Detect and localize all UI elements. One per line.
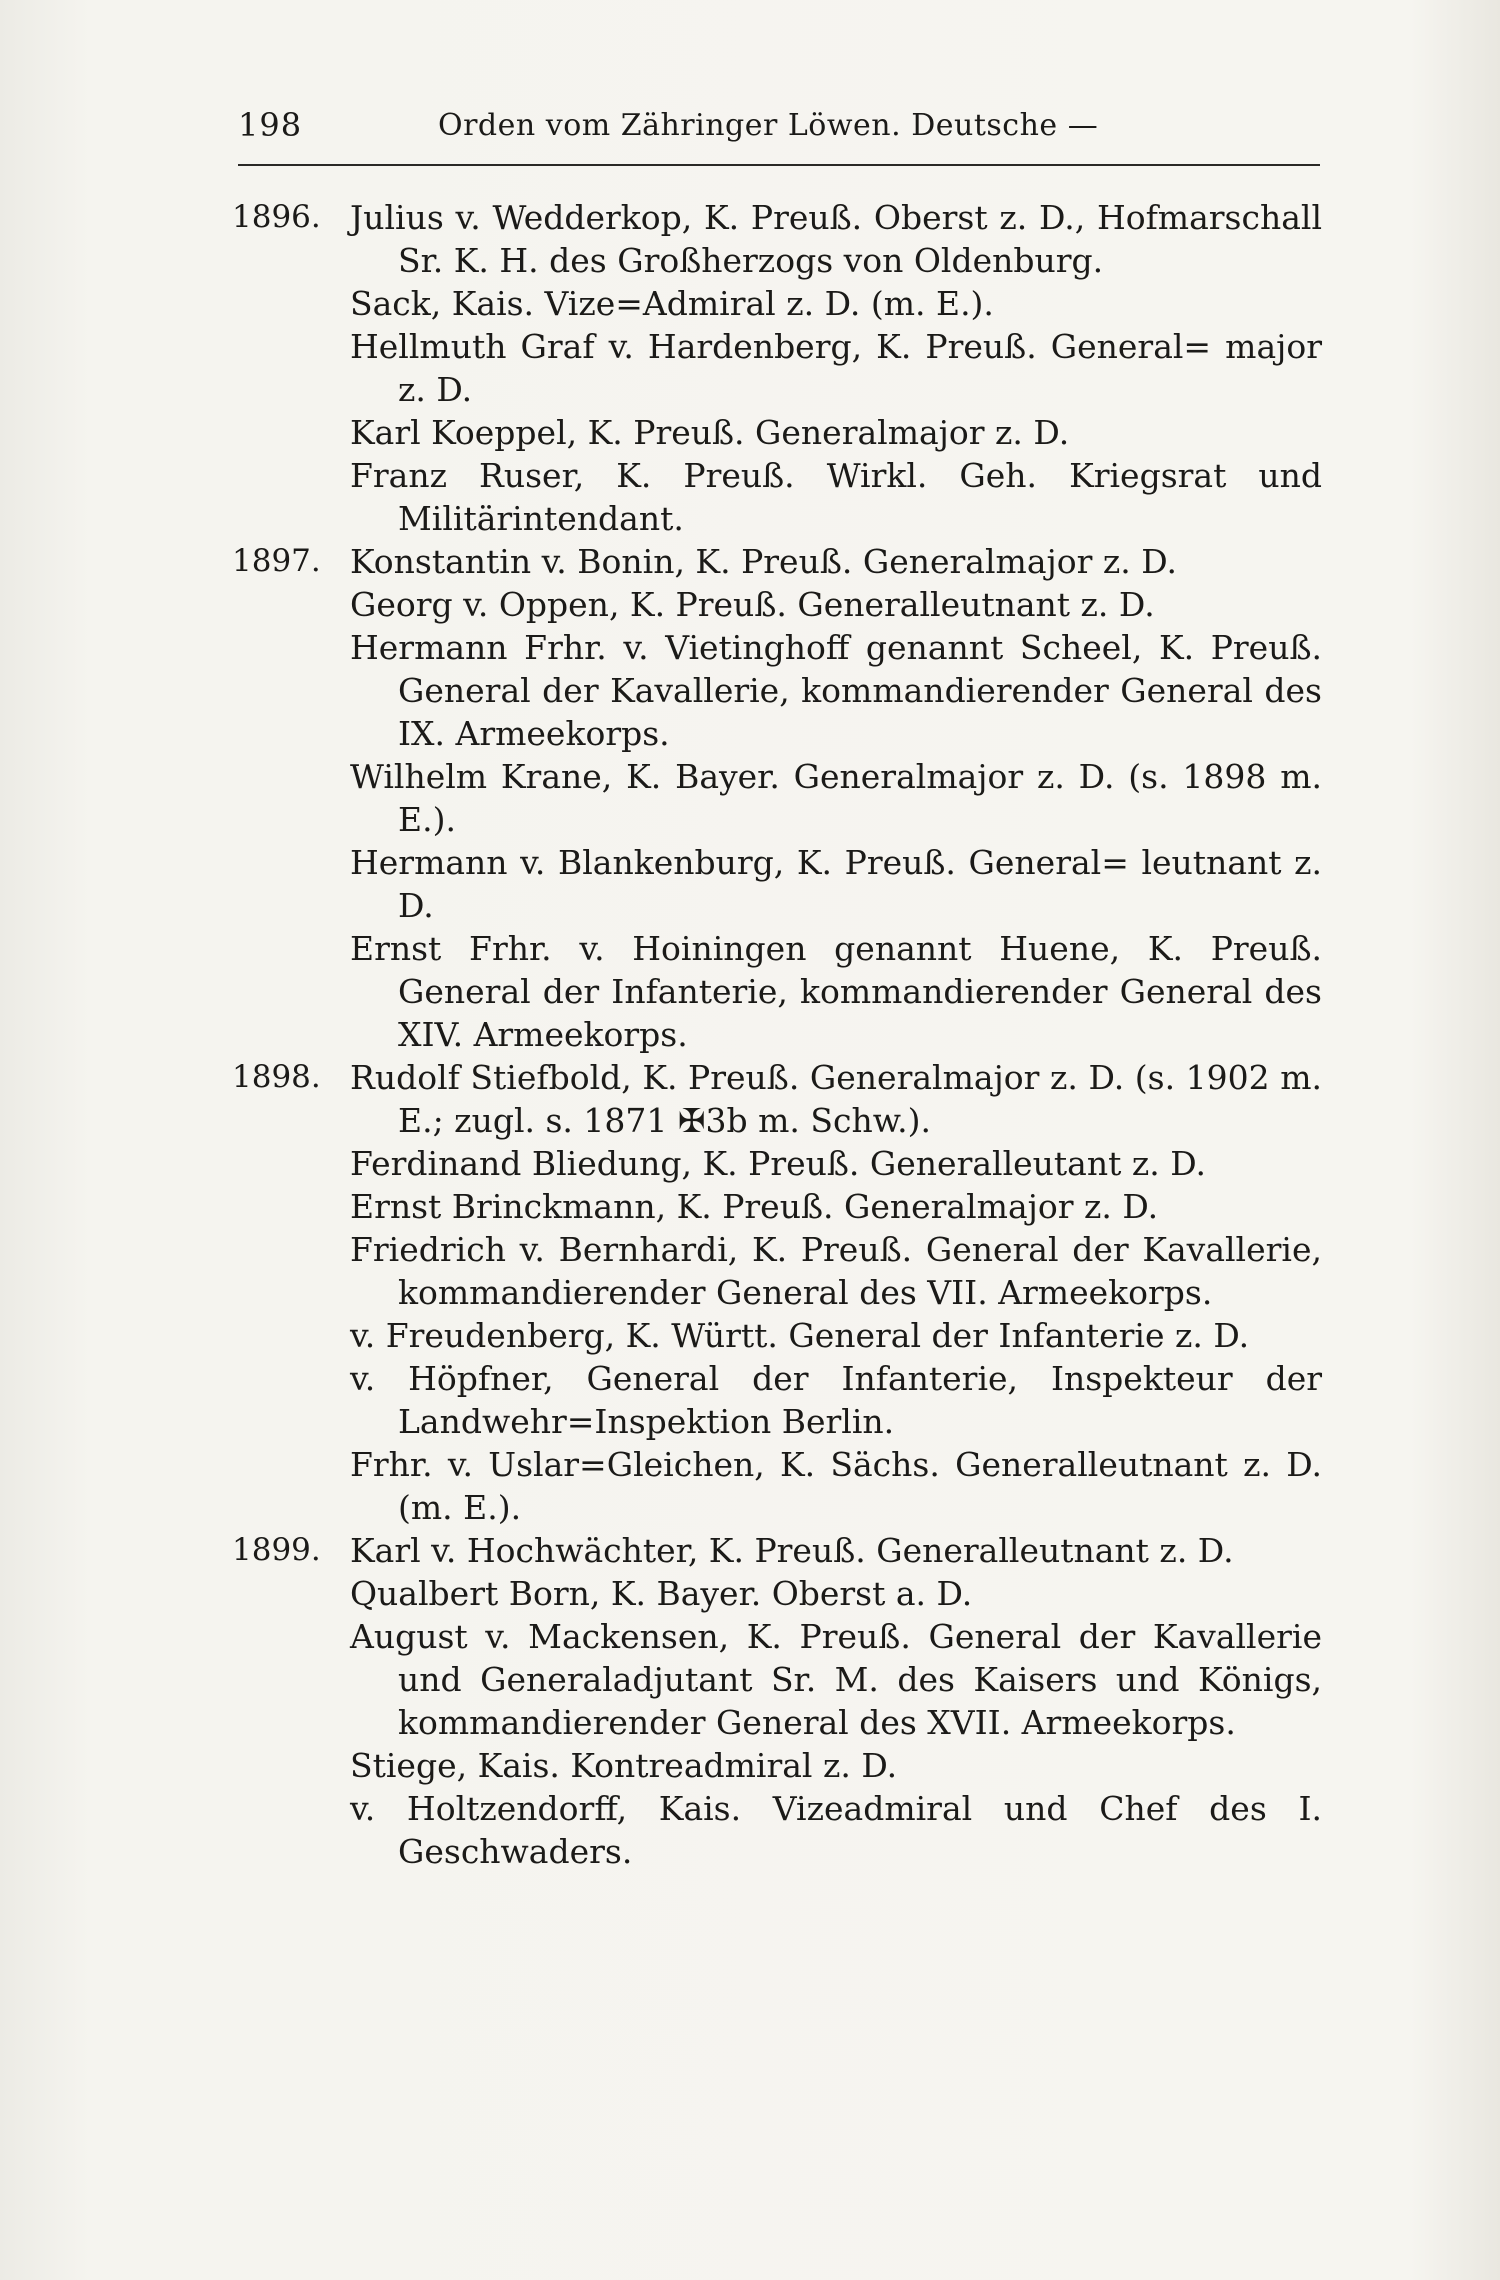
list-item: Ernst Brinckmann, K. Preuß. Generalmajor z. D. [350,1187,1159,1226]
list-item: Ernst Frhr. v. Hoiningen genannt Huene, K. Preuß. General der Infanterie, kommandierender General des XIV. Armeekorps. [350,929,1322,1054]
year-group-1896 [232,196,1322,540]
list-item: Hermann Frhr. v. Vietinghoff genannt Scheel, K. Preuß. General der Kavallerie, kommandierender General des IX. Armeekorps. [350,628,1322,753]
list-item: Rudolf Stiefbold, K. Preuß. Generalmajor z. D. (s. 1902 m. E.; zugl. s. 1871 ✠3b m. Schw.). [350,1058,1322,1140]
running-title: Orden vom Zähringer Löwen. Deutsche — [438,108,1099,143]
list-item: Friedrich v. Bernhardi, K. Preuß. General der Kavallerie, kommandierender General des VII. Armeekorps. [350,1230,1322,1312]
list-item: Hermann v. Blankenburg, K. Preuß. General= leutnant z. D. [350,843,1322,925]
list-item: Stiege, Kais. Kontreadmiral z. D. [350,1746,898,1785]
list-item: Julius v. Wedderkop, K. Preuß. Oberst z. D., Hofmarschall Sr. K. H. des Großherzogs von Oldenburg. [350,198,1322,280]
list-item: Wilhelm Krane, K. Bayer. Generalmajor z. D. (s. 1898 m. E.). [350,757,1322,839]
list-item: Franz Ruser, K. Preuß. Wirkl. Geh. Kriegsrat und Militärintendant. [350,456,1322,538]
list-item: v. Holtzendorff, Kais. Vizeadmiral und Chef des I. Geschwaders. [350,1789,1322,1871]
list-item: v. Höpfner, General der Infanterie, Inspekteur der Landwehr=Inspektion Berlin. [350,1359,1322,1441]
list-item: Hellmuth Graf v. Hardenberg, K. Preuß. General= major z. D. [350,327,1322,409]
list-item: Karl Koeppel, K. Preuß. Generalmajor z. D. [350,413,1070,452]
list-item: Ferdinand Bliedung, K. Preuß. Generalleutant z. D. [350,1144,1207,1183]
page-number: 198 [238,106,303,144]
page-header [238,100,1318,160]
list-item: Georg v. Oppen, K. Preuß. Generalleutnant z. D. [350,585,1155,624]
header-rule [238,164,1320,166]
year-label: 1898. [232,1059,321,1095]
year-label: 1899. [232,1532,321,1568]
year-group-1898 [232,1056,1322,1529]
list-item: v. Freudenberg, K. Württ. General der Infanterie z. D. [350,1316,1250,1355]
list-item: Konstantin v. Bonin, K. Preuß. Generalmajor z. D. [350,542,1177,581]
year-label: 1897. [232,543,321,579]
list-item: Qualbert Born, K. Bayer. Oberst a. D. [350,1574,973,1613]
entries-list [232,196,1322,1873]
list-item: Sack, Kais. Vize=Admiral z. D. (m. E.). [350,284,994,323]
year-group-1899 [232,1529,1322,1873]
year-label: 1896. [232,199,321,235]
list-item: Karl v. Hochwächter, K. Preuß. Generalleutnant z. D. [350,1531,1234,1570]
year-group-1897 [232,540,1322,1056]
list-item: Frhr. v. Uslar=Gleichen, K. Sächs. Generalleutnant z. D. (m. E.). [350,1445,1322,1527]
list-item: August v. Mackensen, K. Preuß. General der Kavallerie und Generaladjutant Sr. M. des Kaisers und Königs, kommandierender General des XVII. Armeekorps. [350,1617,1322,1742]
